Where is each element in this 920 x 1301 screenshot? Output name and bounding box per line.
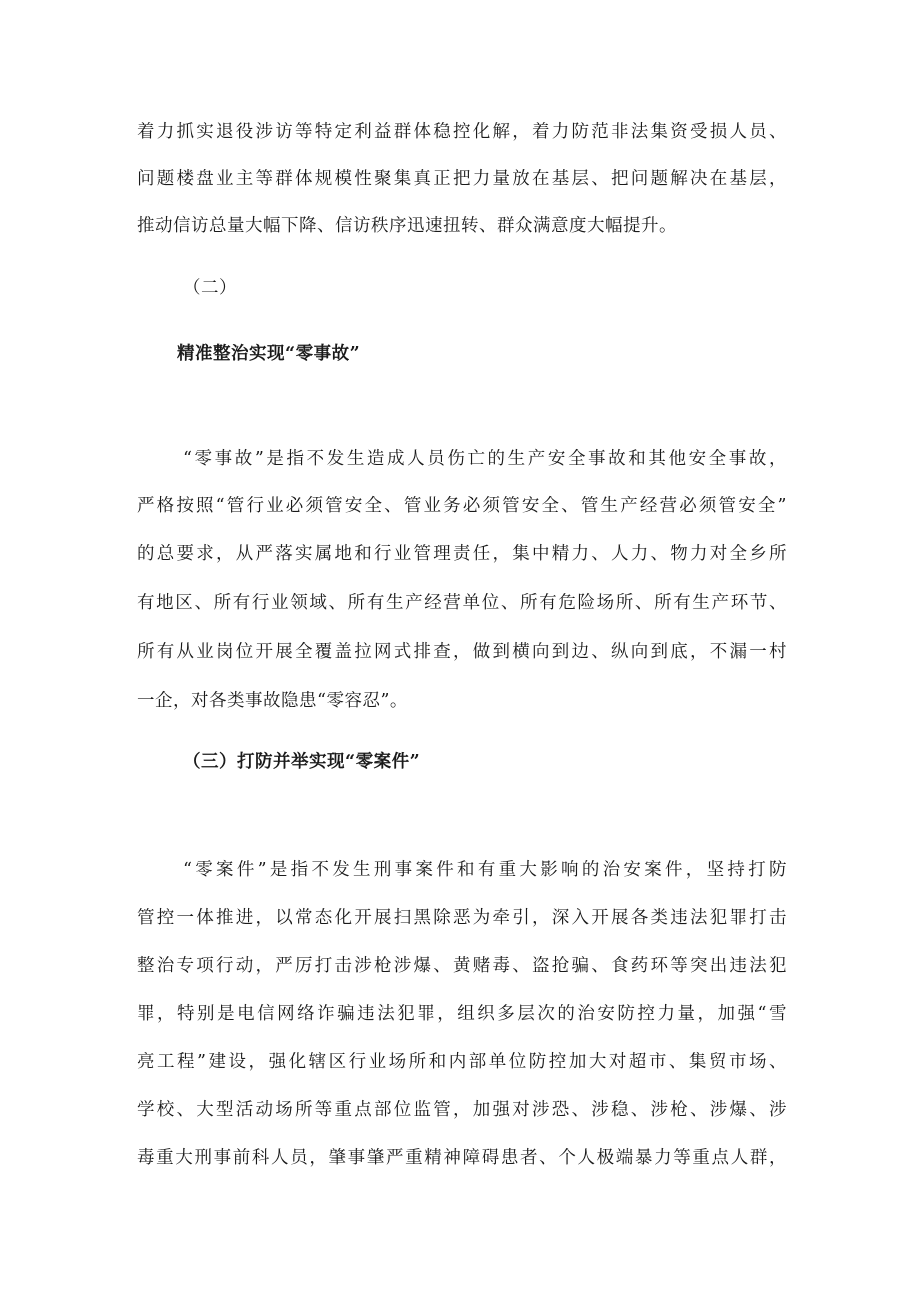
paragraph-2-line-3: 的总要求，从严落实属地和行业管理责任，集中精力、人力、物力对全乡所 <box>137 544 787 564</box>
section-2-title: 精准整治实现“零事故” <box>177 344 361 364</box>
paragraph-3-line-6: 学校、大型活动场所等重点部位监管，加强对涉恐、涉稳、涉枪、涉爆、涉 <box>137 1100 787 1120</box>
paragraph-2-line-2: 严格按照“管行业必须管安全、管业务必须管安全、管生产经营必须管安全” <box>137 496 787 516</box>
paragraph-2-line-5: 所有从业岗位开展全覆盖拉网式排查，做到横向到边、纵向到底，不漏一村 <box>137 642 787 662</box>
paragraph-1-line-1: 着力抓实退役涉访等特定利益群体稳控化解，着力防范非法集资受损人员、 <box>137 122 787 142</box>
section-2-label: （二） <box>183 278 237 298</box>
paragraph-2-line-4: 有地区、所有行业领域、所有生产经营单位、所有危险场所、所有生产环节、 <box>137 593 787 613</box>
section-3-title: （三）打防并举实现“零案件” <box>183 752 421 772</box>
paragraph-3-line-5: 亮工程”建设，强化辖区行业场所和内部单位防控加大对超市、集贸市场、 <box>137 1052 787 1072</box>
paragraph-3-line-3: 整治专项行动，严厉打击涉枪涉爆、黄赌毒、盗抢骗、食药环等突出违法犯 <box>137 956 787 976</box>
paragraph-3-line-4: 罪，特别是电信网络诈骗违法犯罪，组织多层次的治安防控力量，加强“雪 <box>137 1004 787 1024</box>
paragraph-1-line-2: 问题楼盘业主等群体规模性聚集真正把力量放在基层、把问题解决在基层， <box>137 169 787 189</box>
paragraph-3-line-1: “零案件”是指不发生刑事案件和有重大影响的治安案件，坚持打防 <box>183 860 787 880</box>
paragraph-3-line-7: 毒重大刑事前科人员，肇事肇严重精神障碍患者、个人极端暴力等重点人群， <box>137 1148 787 1168</box>
paragraph-2-line-6: 一企，对各类事故隐患“零容忍”。 <box>137 691 408 711</box>
paragraph-1-line-3: 推动信访总量大幅下降、信访秩序迅速扭转、群众满意度大幅提升。 <box>137 216 677 236</box>
paragraph-3-line-2: 管控一体推进，以常态化开展扫黑除恶为牵引，深入开展各类违法犯罪打击 <box>137 908 787 928</box>
paragraph-2-line-1: “零事故”是指不发生造成人员伤亡的生产安全事故和其他安全事故， <box>183 449 787 469</box>
